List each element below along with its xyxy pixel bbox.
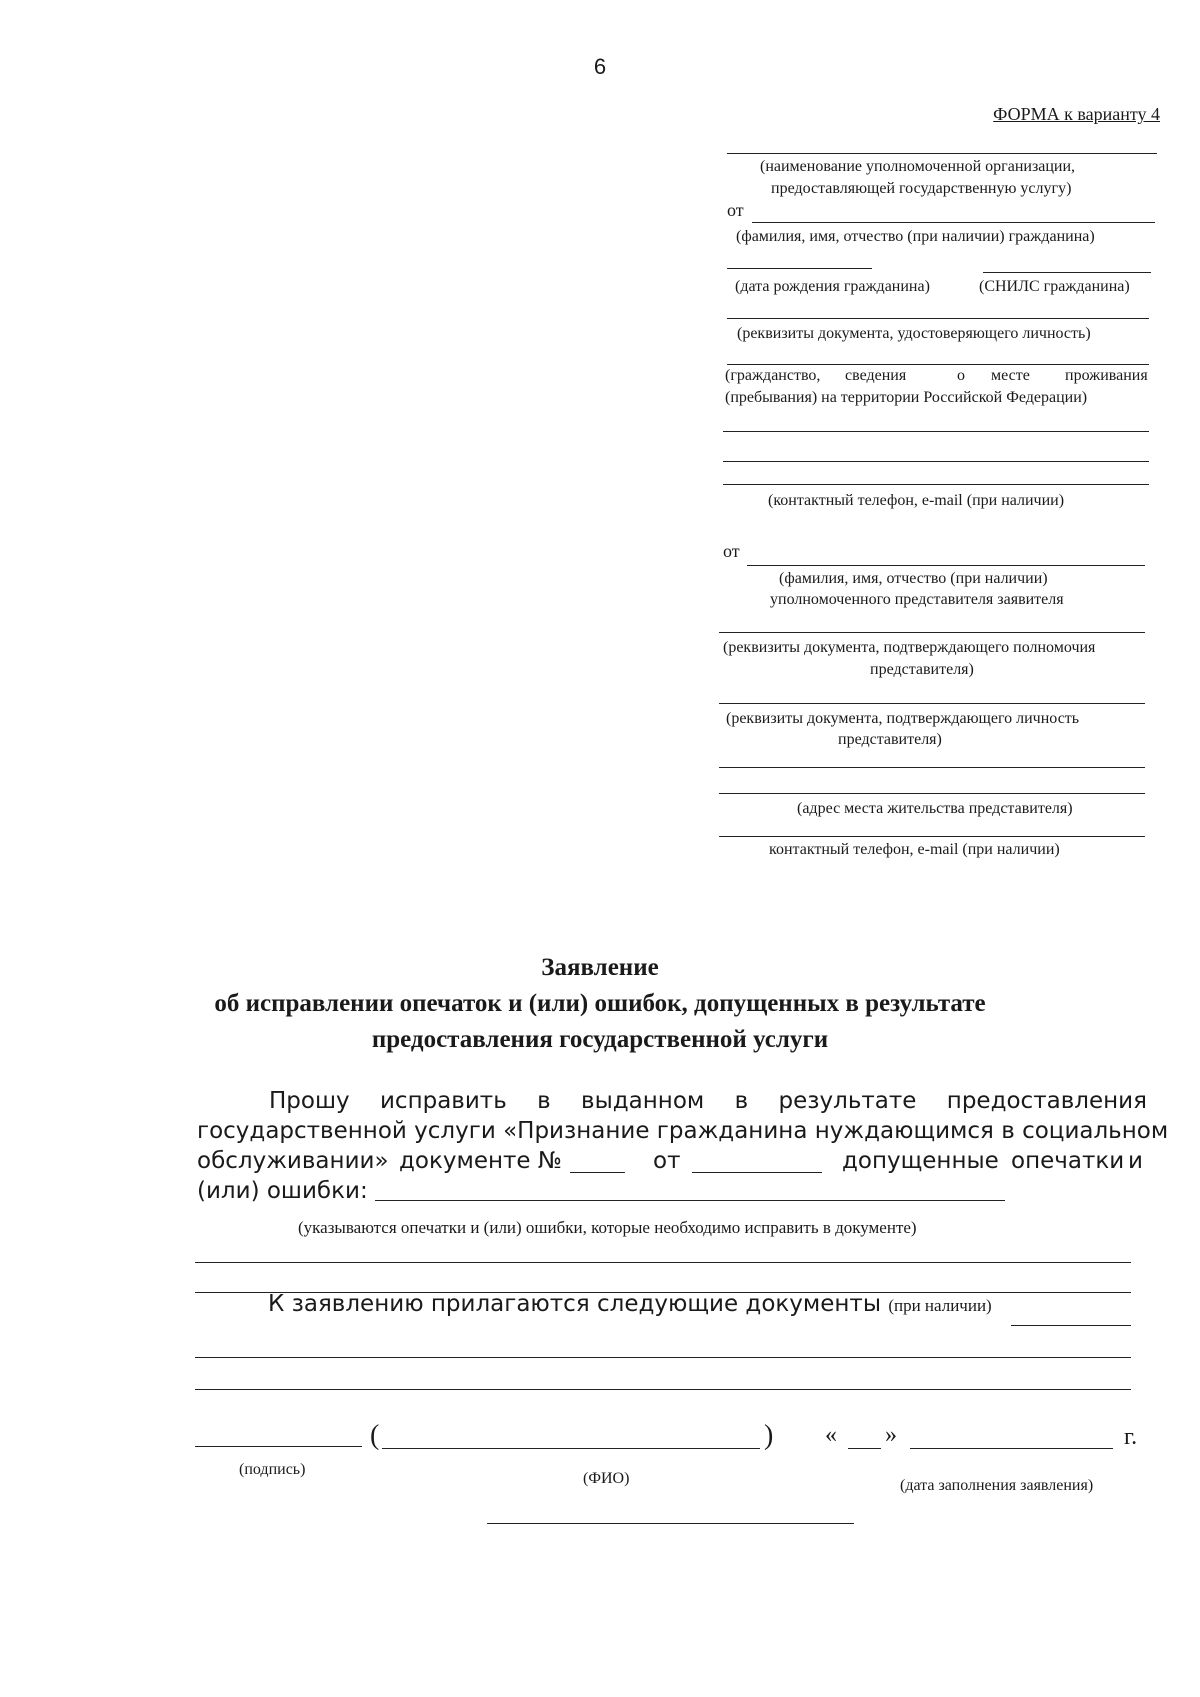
request-word: Прошу <box>269 1088 350 1114</box>
errors-line[interactable] <box>375 1200 1005 1201</box>
request-row <box>197 1088 1147 1114</box>
citizenship-word: сведения <box>845 367 907 384</box>
page-number: 6 <box>593 54 607 79</box>
request-word: исправить <box>379 1088 507 1114</box>
contact-line[interactable] <box>723 484 1149 485</box>
document-title: Заявление <box>541 954 659 981</box>
representative-address-line-1[interactable] <box>719 767 1145 768</box>
request-row: (или) ошибки: <box>197 1178 368 1204</box>
representative-identity-line[interactable] <box>719 703 1145 704</box>
request-word: выданном <box>581 1088 705 1114</box>
day-close-quote: » <box>885 1422 897 1448</box>
representative-fio-line[interactable] <box>747 565 1145 566</box>
request-word: результате <box>778 1088 917 1114</box>
request-word: и <box>1128 1148 1143 1174</box>
id-document-line[interactable] <box>727 318 1149 319</box>
form-label: ФОРМА к варианту 4 <box>993 104 1160 124</box>
request-word: опечатки <box>1011 1148 1125 1174</box>
representative-identity-caption: (реквизиты документа, подтверждающего личность <box>726 710 1080 727</box>
signature-caption: (подпись) <box>239 1461 306 1478</box>
citizenship-word: о <box>957 367 965 384</box>
citizenship-line[interactable] <box>727 364 1149 365</box>
representative-address-line-2[interactable] <box>719 793 1145 794</box>
from-label: от <box>727 200 744 220</box>
org-caption: предоставляющей государственную услугу) <box>771 180 1072 197</box>
document-subtitle: об исправлении опечаток и (или) ошибок, допущенных в результате <box>214 990 986 1017</box>
representative-fio-caption: уполномоченного представителя заявителя <box>770 591 1064 608</box>
representative-contact-caption: контактный телефон, e-mail (при наличии) <box>769 841 1060 858</box>
representative-authority-caption: представителя) <box>870 661 974 678</box>
date-caption: (дата заполнения заявления) <box>900 1477 1094 1494</box>
org-name-line[interactable] <box>727 153 1157 154</box>
fio-caption: (ФИО) <box>583 1470 630 1487</box>
request-word: в <box>734 1088 749 1114</box>
representative-address-caption: (адрес места жительства представителя) <box>797 800 1073 817</box>
citizenship-caption: (пребывания) на территории Российской Федерации) <box>725 389 1088 406</box>
birth-date-caption: (дата рождения гражданина) <box>735 278 930 295</box>
request-word: допущенные <box>842 1148 999 1174</box>
fio-open-paren: ( <box>370 1420 380 1451</box>
request-row: государственной услуги «Признание гражданина нуждающимся в социальном <box>197 1118 1169 1144</box>
document-subtitle: предоставления государственной услуги <box>371 1026 829 1053</box>
attachments-line[interactable] <box>195 1389 1131 1390</box>
residence-line-1[interactable] <box>723 431 1149 432</box>
contact-caption: (контактный телефон, e-mail (при наличии) <box>768 492 1065 509</box>
snils-caption: (СНИЛС гражданина) <box>979 278 1130 295</box>
citizenship-word: проживания <box>1065 367 1148 384</box>
request-word: от <box>653 1148 681 1174</box>
attachments-line[interactable] <box>195 1357 1131 1358</box>
representative-contact-line[interactable] <box>719 836 1145 837</box>
citizenship-word: (гражданство, <box>725 367 821 384</box>
request-word: в <box>537 1088 551 1114</box>
citizenship-word: месте <box>991 367 1030 384</box>
attachments-text <box>268 1291 992 1317</box>
representative-fio-caption: (фамилия, имя, отчество (при наличии) <box>779 570 1048 587</box>
attachments-label: К заявлению прилагаются следующие документы <box>268 1291 881 1317</box>
request-row <box>197 1148 1147 1180</box>
bottom-line[interactable] <box>487 1523 854 1524</box>
errors-line[interactable] <box>195 1262 1131 1263</box>
fio-line[interactable] <box>382 1448 760 1449</box>
representative-identity-caption: представителя) <box>838 731 942 748</box>
year-suffix: г. <box>1124 1424 1138 1450</box>
fio-close-paren: ) <box>764 1420 774 1451</box>
document-number-line[interactable] <box>570 1172 625 1173</box>
attachments-line[interactable] <box>1011 1325 1131 1326</box>
day-open-quote: « <box>825 1422 837 1448</box>
snils-line[interactable] <box>983 272 1151 273</box>
fio-caption: (фамилия, имя, отчество (при наличии) гражданина) <box>736 228 1095 245</box>
id-document-caption: (реквизиты документа, удостоверяющего личность) <box>737 325 1091 342</box>
representative-authority-line[interactable] <box>719 632 1145 633</box>
request-word: документе № <box>399 1148 562 1174</box>
errors-caption: (указываются опечатки и (или) ошибки, которые необходимо исправить в документе) <box>298 1218 917 1237</box>
signature-line[interactable] <box>195 1446 362 1447</box>
document-date-line[interactable] <box>692 1172 822 1173</box>
attachments-note: (при наличии) <box>888 1296 992 1315</box>
org-caption: (наименование уполномоченной организации, <box>760 158 1076 175</box>
request-word: обслуживании» <box>197 1148 389 1174</box>
request-word: предоставления <box>946 1088 1147 1114</box>
birth-date-line[interactable] <box>727 268 872 269</box>
from-label: от <box>723 541 740 561</box>
applicant-fio-line[interactable] <box>752 222 1155 223</box>
date-line[interactable] <box>910 1448 1113 1449</box>
day-line[interactable] <box>848 1448 881 1449</box>
representative-authority-caption: (реквизиты документа, подтверждающего полномочия <box>723 639 1096 656</box>
residence-line-2[interactable] <box>723 461 1149 462</box>
